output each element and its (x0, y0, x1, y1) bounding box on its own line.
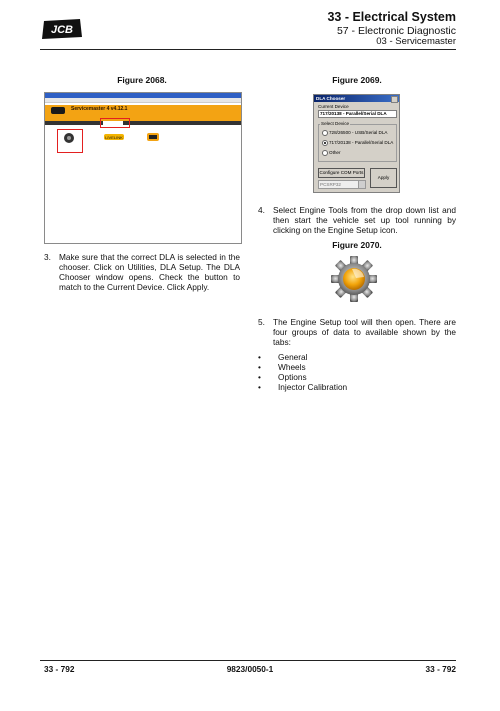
dla-chooser-dialog (313, 94, 400, 193)
bullet-icon: • (258, 372, 261, 382)
servicemaster-screenshot (44, 92, 242, 244)
apply-button[interactable]: Apply (370, 168, 397, 188)
port-value: PCSRP32 (320, 182, 341, 187)
radio-parallel-dla[interactable] (322, 140, 328, 146)
engine-tools-icon[interactable] (62, 132, 76, 144)
current-device-field: 717/20138 - Parallel/Serial DLA (318, 110, 397, 118)
option-parallel-dla: 717/20138 - Parallel/Serial DLA (329, 140, 394, 145)
highlight-utilities (100, 118, 130, 128)
header-rule (40, 49, 456, 50)
step-3-number: 3. (44, 252, 51, 262)
svg-text:JCB: JCB (50, 24, 74, 36)
dialog-close-button[interactable] (391, 96, 398, 103)
app-title: Servicemaster 4 v4.12.1 (71, 106, 128, 112)
select-device-label: Select Device (321, 121, 350, 126)
radio-other[interactable] (322, 150, 328, 156)
footer-doc-number: 9823/0050-1 (226, 664, 274, 674)
jcb-app-icon[interactable] (146, 131, 160, 143)
footer-rule (40, 660, 456, 661)
liveline-icon[interactable] (103, 131, 125, 143)
jcb-logo (40, 18, 84, 40)
svg-text:LIVELINK: LIVELINK (105, 135, 123, 140)
app-logo (51, 107, 65, 114)
step-4-text: Select Engine Tools from the drop down list and then start the vehicle set up tool running by clicking on the Engine Setup icon. (273, 205, 456, 235)
bullet-icon: • (258, 362, 261, 372)
step-4-number: 4. (258, 205, 265, 215)
step-5-number: 5. (258, 317, 265, 327)
dialog-title: DLA Chooser (314, 95, 399, 102)
current-device-label: Current Device (318, 104, 349, 109)
footer-page-left: 33 - 792 (44, 664, 75, 674)
section-title: 33 - Electrical System (327, 10, 456, 24)
window-menubar (45, 98, 241, 103)
engine-setup-gear-icon (330, 254, 378, 304)
section-subsubtitle: 03 - Servicemaster (376, 36, 456, 47)
footer-page-right: 33 - 792 (425, 664, 456, 674)
figure-2070-label: Figure 2070. (332, 240, 382, 250)
section-subtitle: 57 - Electronic Diagnostic (336, 25, 456, 37)
radio-usb-dla[interactable] (322, 130, 328, 136)
bullet-icon: • (258, 382, 261, 392)
figure-2068-label: Figure 2068. (117, 75, 167, 85)
option-usb-dla: 728/26500 - USB/Serial DLA (329, 130, 388, 135)
app-tab-strip (45, 121, 241, 125)
step-3-text: Make sure that the correct DLA is selected in the chooser. Click on Utilities, DLA Setup. The DLA Chooser window opens. Check the button to match to the Current Device. Click Apply. (59, 252, 240, 292)
bullet-icon: • (258, 352, 261, 362)
configure-com-ports-button[interactable]: Configure COM Ports (318, 168, 365, 178)
option-other: Other (329, 150, 341, 155)
chevron-down-icon[interactable] (358, 181, 365, 188)
port-select[interactable] (318, 180, 366, 189)
step-5-text: The Engine Setup tool will then open. There are four groups of data to available shown by the tabs: (273, 317, 456, 347)
figure-2069-label: Figure 2069. (332, 75, 382, 85)
